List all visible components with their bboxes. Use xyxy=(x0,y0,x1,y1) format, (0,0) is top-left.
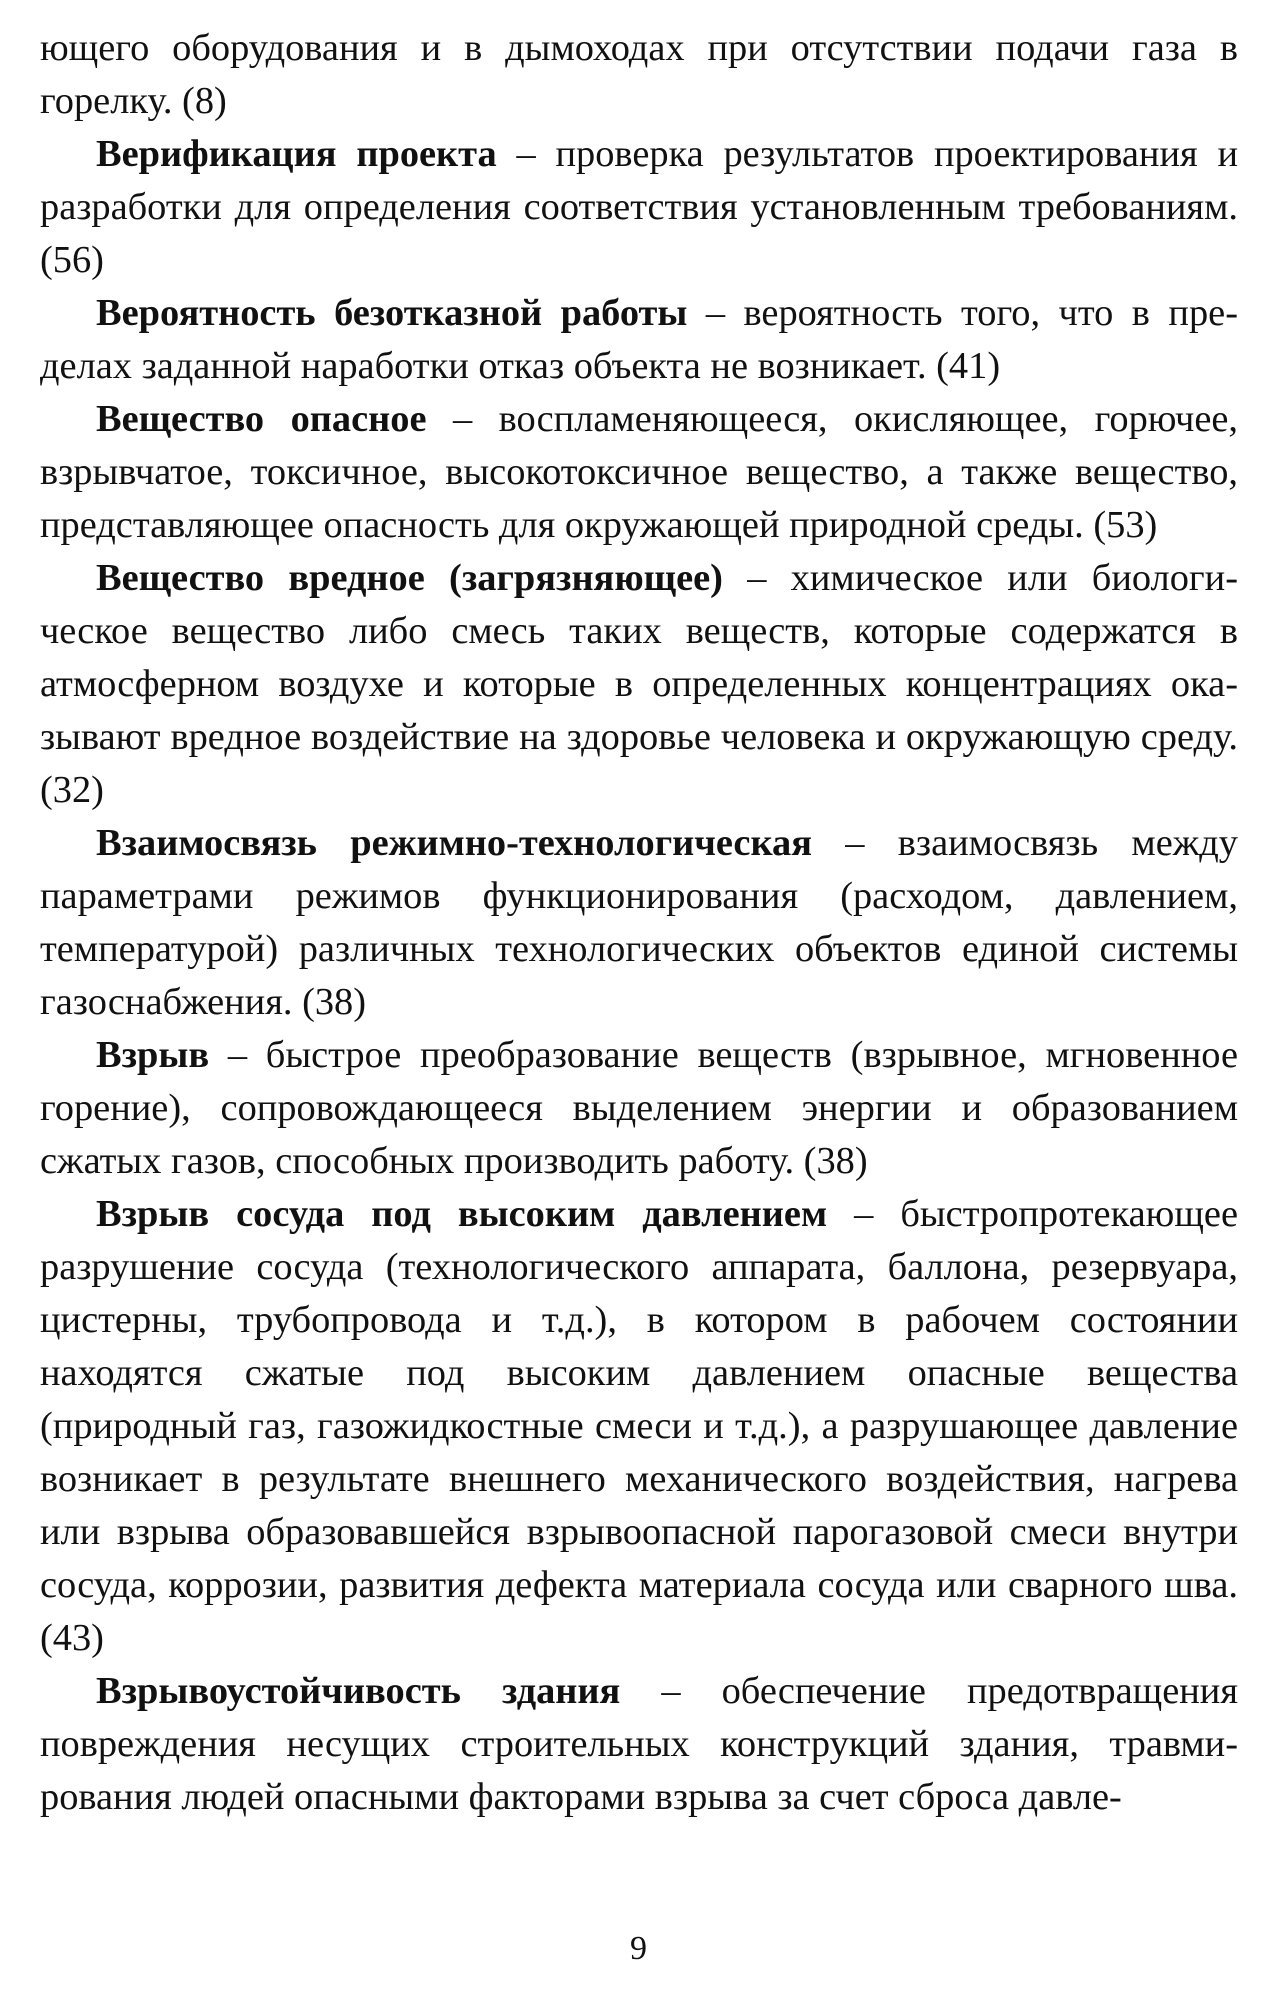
entry-term: Взрыв xyxy=(96,1034,210,1076)
glossary-entry xyxy=(40,128,1238,287)
entry-term: Взрыв сосуда под высоким давлением xyxy=(96,1193,828,1235)
entry-definition: – воспламеняющееся, окисляющее, горючее, взрывчатое, токсичное, высокотоксичное вещество, а также вещество, представляющее опасность для окружающей природной среды. (53) xyxy=(40,398,1238,546)
entry-definition: – быстропротекающее разрушение сосуда (технологического аппарата, баллона, резервуара, цистерны, трубопровода и т.д.), в котором в рабочем состоянии находятся сжатые под высоким давлением опасные вещества (природный газ, газожидкостные смеси и т.д.), а разрушающее давление возникает в результате внешнего механического воздействия, нагрева или взрыва образовавшейся взрывоопасной парогазовой смеси внутри сосуда, коррозии, развития дефекта материала сосуда или сварного шва. (43) xyxy=(40,1193,1239,1659)
entry-term: Верификация проекта xyxy=(96,133,497,175)
glossary-entry xyxy=(40,393,1238,552)
entry-term: Вещество опасное xyxy=(96,398,427,440)
page-body xyxy=(40,22,1238,1824)
entry-term: Взаимосвязь режимно-технологическая xyxy=(96,822,812,864)
entry-definition: – проверка результатов проектирования и разработки для определения соответствия установленным требованиям. (56) xyxy=(40,133,1238,281)
page-number: 9 xyxy=(630,1930,647,1967)
entry-definition: – взаимосвязь между параметрами режимов функционирования (расходом, давлением, температурой) различных технологических объектов единой системы газоснабжения. (38) xyxy=(40,822,1238,1023)
entry-term: Вещество вредное (загрязняющее) xyxy=(96,557,723,599)
glossary-entry xyxy=(40,817,1238,1029)
entry-term: Вероятность безотказной работы xyxy=(96,292,688,334)
entry-term: Взрывоустойчивость здания xyxy=(96,1670,621,1712)
glossary-entry xyxy=(40,287,1238,393)
entry-definition: – обеспечение предотвращения повреждения несущих строительных конструкций здания, травмирования людей опасными факторами взрыва за счет сброса давле- xyxy=(40,1670,1238,1818)
entry-definition: – быстрое преобразование веществ (взрывное, мгновенное горение), сопровождающееся выделением энергии и образованием сжатых газов, способных производить работу. (38) xyxy=(40,1034,1238,1182)
continuation-paragraph: ющего оборудования и в дымоходах при отсутствии подачи газа в горелку. (8) xyxy=(40,27,1238,122)
glossary-entry xyxy=(40,1665,1238,1824)
glossary-entry xyxy=(40,1188,1238,1665)
glossary-entry xyxy=(40,552,1238,817)
entry-definition: – вероятность того, что в пределах заданной наработки отказ объекта не возникает. (41) xyxy=(40,292,1238,387)
glossary-entry xyxy=(40,1029,1238,1188)
entry-definition: – химическое или биологическое вещество либо смесь таких веществ, которые содержатся в атмосферном воздухе и которые в определенных концентрациях оказывают вредное воздействие на здоровье человека и окружающую среду. (32) xyxy=(40,557,1238,811)
